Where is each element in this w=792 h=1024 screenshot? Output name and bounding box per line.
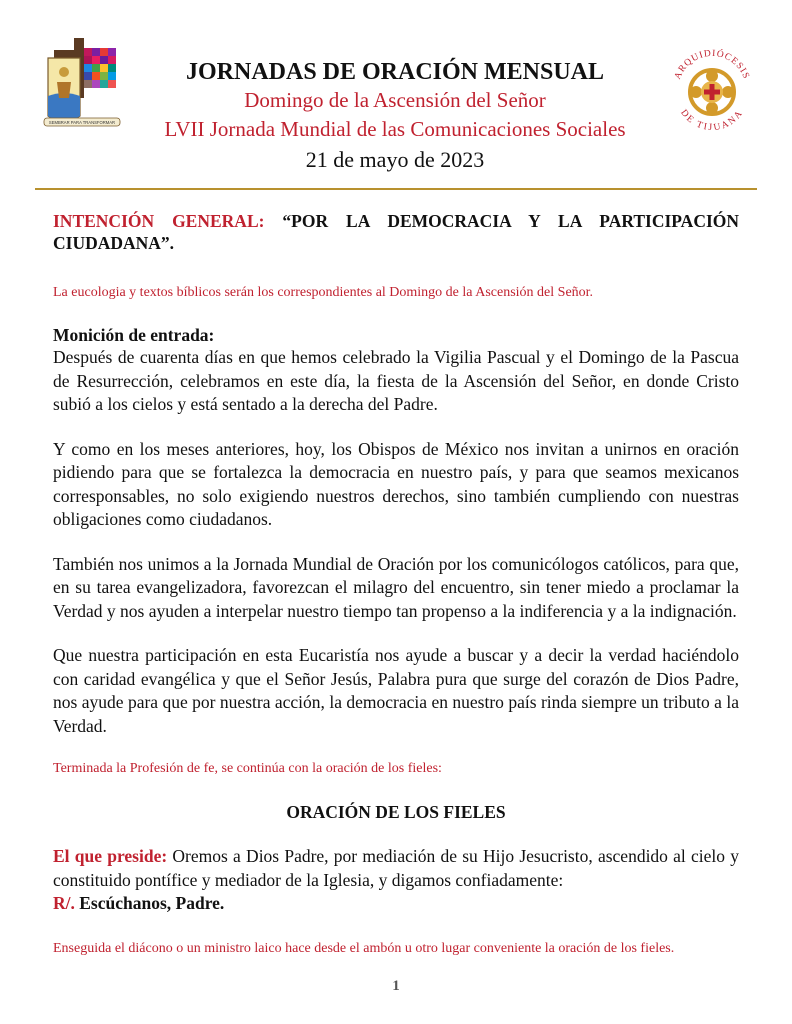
- header-divider: [35, 188, 757, 190]
- monicion-paragraph: Y como en los meses anteriores, hoy, los Obispos de México nos invitan a unirnos en oración pidiendo para que se fortalezca la democracia en nuestro país, y para que seamos mexicanos corresponsables, no solo exigiendo nuestros derechos, sino también cumpliendo con nuestras obligaciones como ciudadanos.: [53, 438, 739, 529]
- document-header: [0, 0, 792, 195]
- presider-label: El que preside:: [53, 846, 168, 866]
- intention-text: “POR LA DEMOCRACIA Y LA PARTICIPACIÓN CIUDADANA”.: [53, 211, 740, 253]
- svg-text:SEMBRAR PARA TRANSFORMAR: SEMBRAR PARA TRANSFORMAR: [48, 120, 116, 125]
- jornada-subtitle: LVII Jornada Mundial de las Comunicaciones Sociales: [164, 117, 626, 141]
- page-title: JORNADAS DE ORACIÓN MENSUAL: [185, 59, 605, 85]
- occasion-subtitle: Domingo de la Ascensión del Señor: [244, 88, 546, 112]
- intention-label: INTENCIÓN GENERAL:: [53, 211, 265, 231]
- presider-text: Oremos a Dios Padre, por mediación de su Hijo Jesucristo, ascendido al cielo y constituido pontífice y mediador de la Iglesia, y digamos confiadamente:: [53, 846, 740, 890]
- page-number: 1: [392, 978, 400, 994]
- monicion-paragraph: Después de cuarenta días en que hemos celebrado la Vigilia Pascual y el Domingo de la Pascua de Resurrección, celebramos en este día, la fiesta de la Ascensión del Señor, en donde Cristo subió a los cielos y está sentado a la derecha del Padre.: [53, 347, 739, 414]
- document-date: 21 de mayo de 2023: [305, 147, 485, 172]
- monicion-paragraph: Que nuestra participación en esta Eucaristía nos ayude a buscar y a decir la verdad haciéndolo con caridad evangélica y que el Señor Jesús, Palabra pura que surge del corazón de Dios Padre, nos ayude para que por nuestra acción, la democracia en nuestro país rinda siempre un tributo a la Verdad.: [53, 645, 739, 736]
- rubric-note: Terminada la Profesión de fe, se continúa con la oración de los fieles:: [53, 761, 442, 776]
- response-text: Escúchanos, Padre.: [79, 893, 225, 913]
- rubric-note: La eucologia y textos bíblicos serán los correspondientes al Domingo de la Ascensión del Señor.: [53, 285, 594, 300]
- archdiocese-seal-icon: [666, 44, 758, 136]
- diocesan-shield-cross-icon: [40, 38, 124, 132]
- svg-text:DE TIJUANA: DE TIJUANA: [678, 107, 746, 134]
- svg-text:ARQUIDIÓCESIS: ARQUIDIÓCESIS: [672, 48, 752, 81]
- header-titles: [130, 58, 660, 175]
- fieles-heading: ORACIÓN DE LOS FIELES: [286, 802, 506, 822]
- document-body: [53, 210, 739, 958]
- response-label: R/.: [53, 893, 75, 913]
- general-intention: [53, 210, 739, 254]
- monicion-heading: Monición de entrada:: [53, 325, 215, 345]
- monicion-paragraph: También nos unimos a la Jornada Mundial de Oración por los comunicólogos católicos, para que, en su tarea evangelizadora, favorezcan el milagro del encuentro, sin tener miedo a proclamar la Verdad y nos ayuden a interpelar nuestro tiempo tan propenso a la indiferencia y a la indignación.: [53, 553, 739, 621]
- rubric-note: Enseguida el diácono o un ministro laico hace desde el ambón u otro lugar conveniente la oración de los fieles.: [53, 940, 675, 956]
- presider-invitation: [53, 845, 739, 892]
- response-line: [53, 892, 739, 916]
